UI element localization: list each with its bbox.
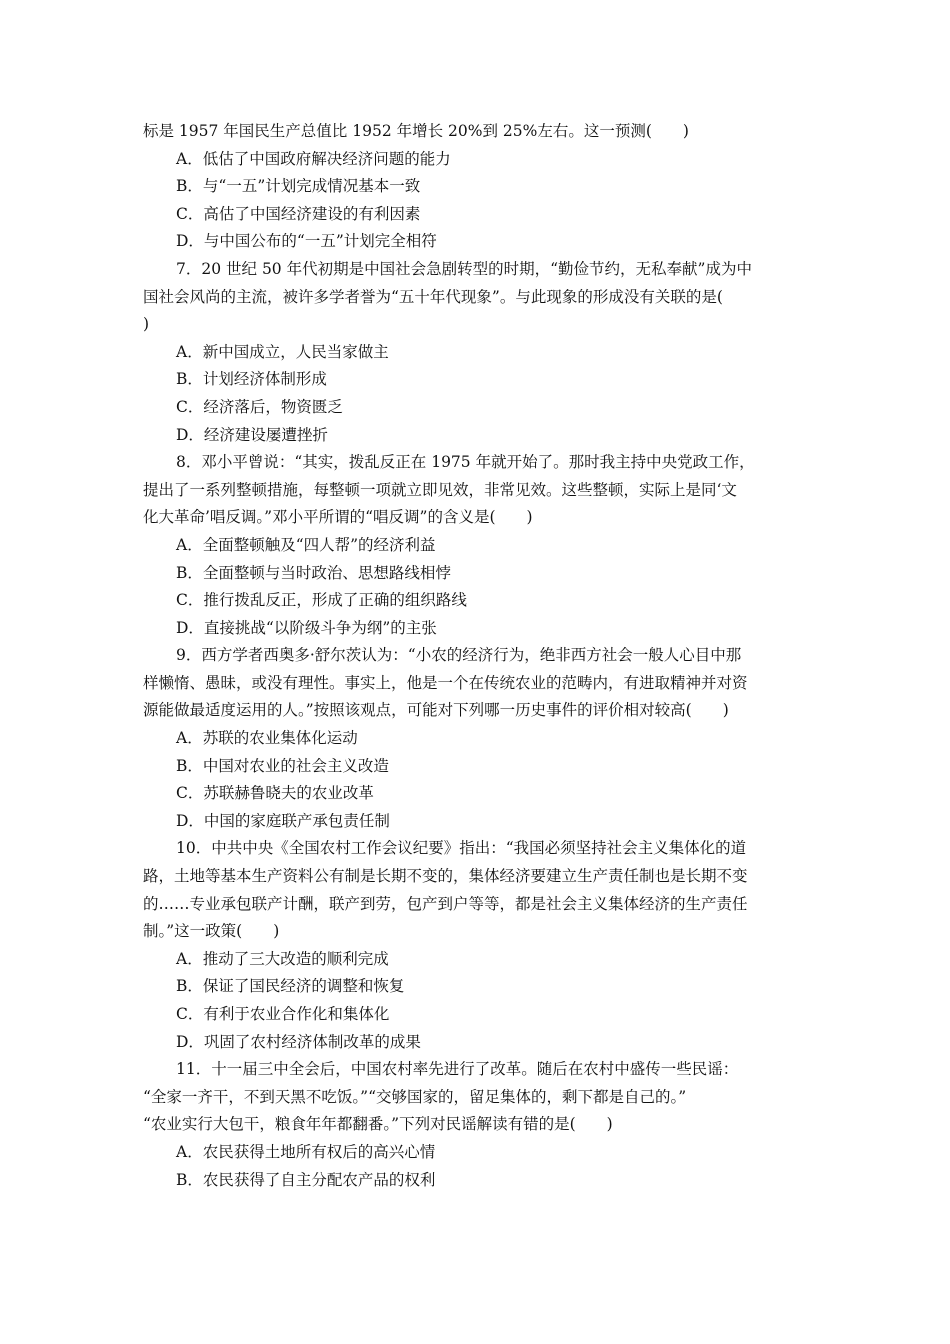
- q8-option-b: B．全面整顿与当时政治、思想路线相悖: [176, 563, 451, 582]
- q10-option-d: D．巩固了农村经济体制改革的成果: [176, 1032, 421, 1051]
- q8-stem-line-2: 提出了一系列整顿措施，每整顿一项就立即见效，非常见效。这些整顿，实际上是同‘文: [143, 480, 737, 499]
- q11-stem-line-2: “全家一齐干，不到天黑不吃饭。”“交够国家的，留足集体的，剩下都是自己的。”: [143, 1087, 687, 1106]
- q8-stem-line-1: 8．邓小平曾说：“其实，拨乱反正在 1975 年就开始了。那时我主持中央党政工作，: [176, 453, 755, 472]
- q7-stem-line-1: 7．20 世纪 50 年代初期是中国社会急剧转型的时期，“勤俭节约，无私奉献”成为中: [176, 259, 752, 278]
- q6-option-d: D．与中国公布的“一五”计划完全相符: [176, 232, 437, 251]
- q7-option-c: C．经济落后，物资匮乏: [176, 397, 343, 416]
- q11-option-b: B．农民获得了自主分配农产品的权利: [176, 1170, 436, 1189]
- q9-stem-line-1: 9．西方学者西奥多·舒尔茨认为：“小农的经济行为，绝非西方社会一般人心目中那: [176, 646, 742, 665]
- q10-stem-line-1: 10．中共中央《全国农村工作会议纪要》指出：“我国必须坚持社会主义集体化的道: [176, 839, 747, 858]
- q8-option-a: A．全面整顿触及“四人帮”的经济利益: [176, 535, 436, 554]
- question-text-body: [143, 118, 813, 1194]
- q10-option-c: C．有利于农业合作化和集体化: [176, 1005, 390, 1023]
- q7-option-d: D．经济建设屡遭挫折: [176, 425, 328, 444]
- q9-option-a: A．苏联的农业集体化运动: [176, 729, 358, 748]
- q10-stem-line-4: 制。”这一政策( ): [143, 922, 280, 941]
- q10-stem-line-3: 的……专业承包联产计酬，联产到劳，包产到户等等，都是社会主义集体经济的生产责任: [143, 894, 748, 913]
- q9-option-c: C．苏联赫鲁晓夫的农业改革: [176, 784, 374, 803]
- q6-option-b: B．与“一五”计划完成情况基本一致: [176, 177, 421, 196]
- q7-option-b: B．计划经济体制形成: [176, 370, 327, 389]
- q11-option-a: A．农民获得土地所有权后的高兴心情: [176, 1142, 436, 1161]
- q8-option-c: C．推行拨乱反正，形成了正确的组织路线: [176, 591, 467, 610]
- q10-option-a: A．推动了三大改造的顺利完成: [176, 949, 389, 968]
- q6-stem-tail: 标是 1957 年国民生产总值比 1952 年增长 20%到 25%左右。这一预测( ): [143, 122, 689, 140]
- q6-option-a: A．低估了中国政府解决经济问题的能力: [176, 149, 451, 168]
- q10-option-b: B．保证了国民经济的调整和恢复: [176, 977, 405, 996]
- q7-stem-line-2: 国社会风尚的主流，被许多学者誉为“五十年代现象”。与此现象的形成没有关联的是(: [143, 287, 723, 306]
- q10-stem-line-2: 路，土地等基本生产资料公有制是长期不变的，集体经济要建立生产责任制也是长期不变: [143, 867, 748, 886]
- q9-option-d: D．中国的家庭联产承包责任制: [176, 811, 390, 830]
- q8-stem-line-3: 化大革命’唱反调。”邓小平所谓的“唱反调”的含义是( ): [143, 508, 533, 527]
- q8-option-d: D．直接挑战“以阶级斗争为纲”的主张: [176, 618, 437, 637]
- q9-stem-line-3: 源能做最适度运用的人。”按照该观点，可能对下列哪一历史事件的评价相对较高( ): [143, 701, 729, 720]
- q7-option-a: A．新中国成立，人民当家做主: [176, 342, 389, 361]
- q11-stem-line-1: 11．十一届三中全会后，中国农村率先进行了改革。随后在农村中盛传一些民谣：: [176, 1060, 739, 1079]
- q6-option-c: C．高估了中国经济建设的有利因素: [176, 204, 421, 223]
- q9-stem-line-2: 样懒惰、愚昧，或没有理性。事实上，他是一个在传统农业的范畴内，有进取精神并对资: [143, 673, 748, 692]
- q7-stem-line-3: ): [143, 315, 150, 334]
- q9-option-b: B．中国对农业的社会主义改造: [176, 756, 389, 775]
- q11-stem-line-3: “农业实行大包干，粮食年年都翻番。”下列对民谣解读有错的是( ): [143, 1115, 613, 1134]
